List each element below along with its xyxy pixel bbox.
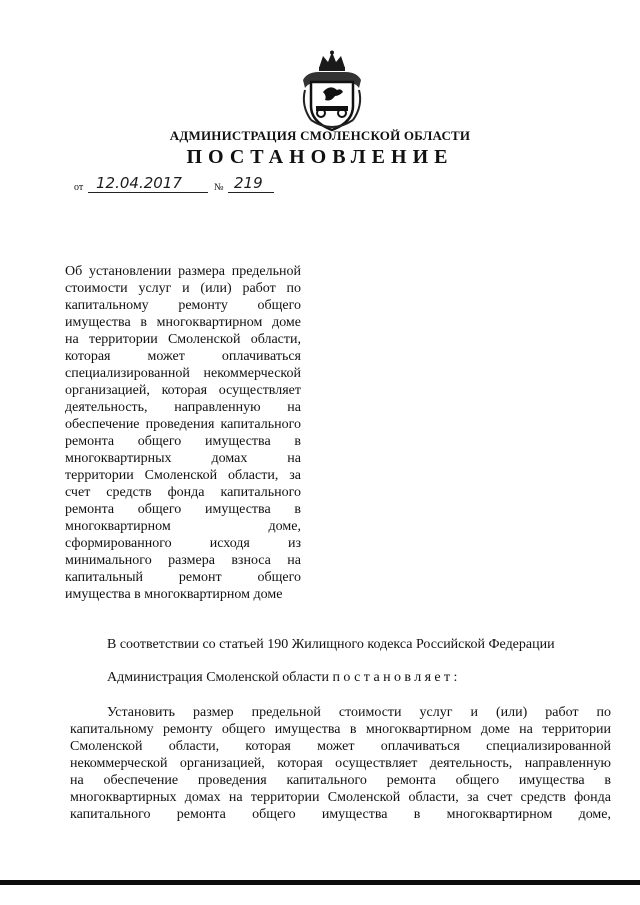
date-underline xyxy=(88,192,208,193)
subject-line: которая может оплачиваться xyxy=(65,349,301,364)
number-underline xyxy=(228,192,274,193)
subject-line: территории Смоленской области, за xyxy=(65,468,301,483)
page-bottom-rule xyxy=(0,880,640,885)
subject-line: ремонта общего имущества в xyxy=(65,502,301,517)
decree-line xyxy=(107,670,461,686)
document-subject xyxy=(65,263,301,603)
subject-line: многоквартирных домах на xyxy=(65,451,301,466)
subject-line: на территории Смоленской области, xyxy=(65,332,301,347)
document-type-title: ПОСТАНОВЛЕНИЕ xyxy=(186,146,454,168)
subject-line: имущества в многоквартирном доме xyxy=(65,587,283,602)
number-label: № xyxy=(214,182,224,193)
decree-verb: постановляет: xyxy=(332,670,461,685)
legal-basis: В соответствии со статьей 190 Жилищного кодекса Российской Федерации xyxy=(107,637,555,652)
subject-line: ремонта общего имущества в xyxy=(65,434,301,449)
subject-line: сформированного исходя из xyxy=(65,536,301,551)
subject-line: обеспечение проведения капитального xyxy=(65,417,301,432)
body-line: некоммерческой организацией, которая осуществляет деятельность, направленную xyxy=(70,756,611,771)
smolensk-coat-of-arms-icon xyxy=(297,50,367,132)
subject-line: имущества в многоквартирном доме xyxy=(65,315,301,330)
body-line: Установить размер предельной стоимости услуг и (или) работ по xyxy=(107,705,611,720)
subject-line: Об установлении размера предельной xyxy=(65,264,301,279)
subject-line: капитальный ремонт общего xyxy=(65,570,301,585)
registration-line xyxy=(74,174,334,196)
body-line: капитального ремонта общего имущества в многоквартирном доме, xyxy=(70,807,611,822)
subject-line: многоквартирном доме, xyxy=(65,519,301,534)
subject-line: минимального размера взноса на xyxy=(65,553,301,568)
number-value: 219 xyxy=(234,174,263,192)
subject-line: деятельность, направленную на xyxy=(65,400,301,415)
subject-line: счет средств фонда капитального xyxy=(65,485,301,500)
body-line: на обеспечение проведения капитального ремонта общего имущества в xyxy=(70,773,611,788)
body-line: Смоленской области, которая может оплачиваться специализированной xyxy=(70,739,611,754)
date-label: от xyxy=(74,182,84,193)
subject-line: специализированной некоммерческой xyxy=(65,366,301,381)
decree-body xyxy=(70,704,611,823)
subject-line: организацией, которая осуществляет xyxy=(65,383,301,398)
date-value: 12.04.2017 xyxy=(96,174,182,192)
subject-line: капитальному ремонту общего xyxy=(65,298,301,313)
decree-prefix: Администрация Смоленской области xyxy=(107,670,330,685)
body-line: капитальному ремонту общего имущества в многоквартирном доме на территории xyxy=(70,722,611,737)
organization-title: АДМИНИСТРАЦИЯ СМОЛЕНСКОЙ ОБЛАСТИ xyxy=(169,128,471,143)
body-line: многоквартирных домах на территории Смоленской области, за счет средств фонда xyxy=(70,790,611,805)
subject-line: стоимости услуг и (или) работ по xyxy=(65,281,301,296)
